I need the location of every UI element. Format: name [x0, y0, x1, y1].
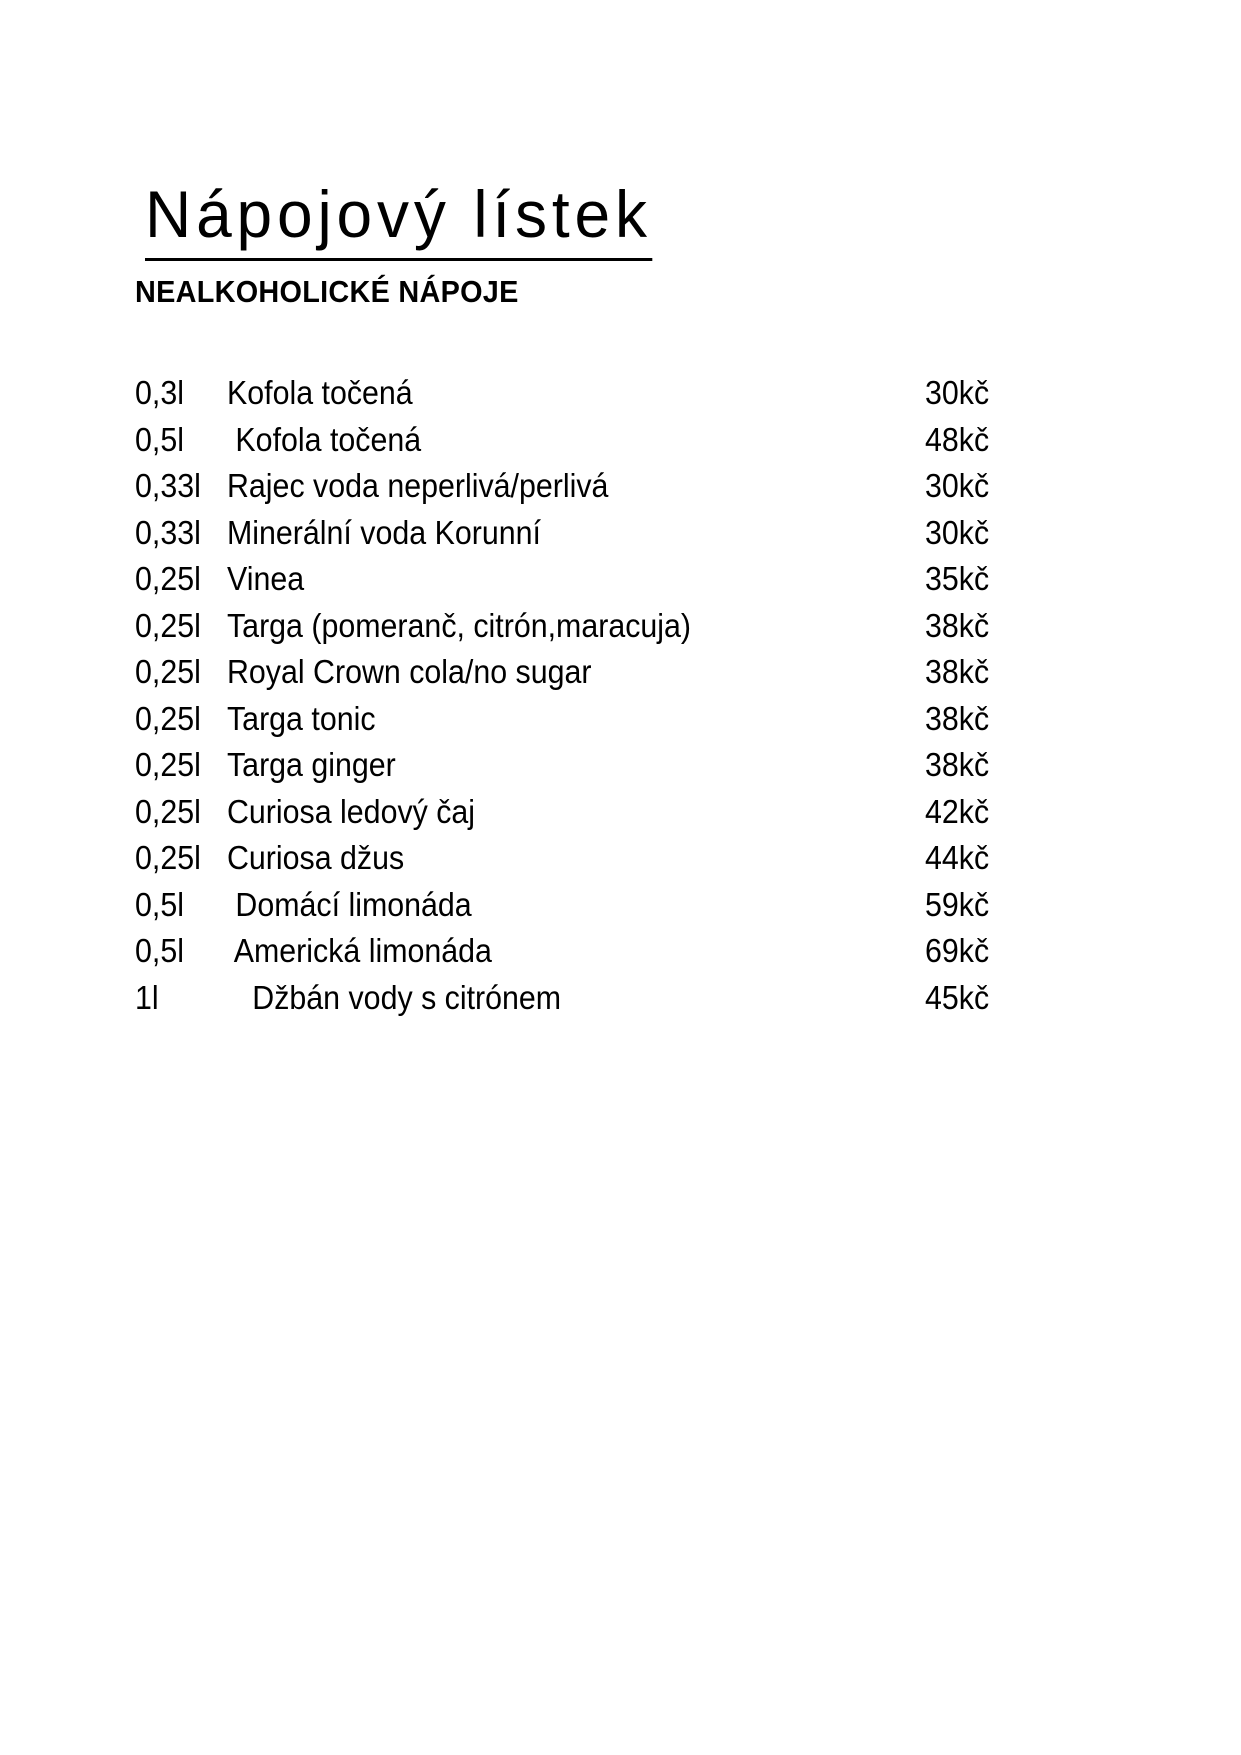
menu-item-row: [135, 603, 1045, 650]
menu-item-row: [135, 463, 1045, 510]
menu-item-row: [135, 556, 1045, 603]
menu-item-price: 38kč: [925, 606, 990, 644]
menu-item-volume: 0,25l: [135, 792, 201, 830]
menu-item-name: Rajec voda neperlivá/perlivá: [227, 467, 609, 504]
menu-item-price: 44kč: [925, 839, 990, 876]
menu-item-row: [135, 417, 1045, 464]
menu-item-name: Kofola točená: [227, 420, 422, 458]
menu-items-list: [135, 370, 1045, 1021]
menu-item-volume: 0,3l: [135, 374, 184, 411]
menu-item-volume: 0,5l: [135, 885, 184, 923]
menu-item-volume: 0,25l: [135, 560, 201, 597]
menu-item-price: 35kč: [925, 560, 990, 597]
menu-item-price: 59kč: [925, 885, 990, 923]
section-heading-nonalcoholic: NEALKOHOLICKÉ NÁPOJE: [135, 274, 519, 309]
menu-item-volume: 0,5l: [135, 932, 184, 969]
menu-item-row: [135, 789, 1045, 836]
menu-item-price: 38kč: [925, 699, 990, 737]
menu-item-volume: 0,25l: [135, 839, 201, 876]
menu-item-price: 48kč: [925, 420, 990, 458]
menu-item-name: Americká limonáda: [227, 932, 492, 969]
page-title: Nápojový lístek: [145, 172, 652, 261]
menu-item-row: [135, 882, 1045, 929]
menu-item-volume: 0,25l: [135, 606, 201, 644]
menu-item-volume: 0,25l: [135, 746, 201, 783]
menu-item-volume: 0,25l: [135, 699, 201, 737]
menu-item-name: Targa (pomeranč, citrón,maracuja): [227, 606, 692, 644]
menu-item-row: [135, 510, 1045, 557]
menu-item-name: Džbán vody s citrónem: [227, 978, 562, 1016]
menu-item-name: Targa ginger: [227, 746, 396, 783]
menu-item-name: Kofola točená: [227, 374, 413, 411]
menu-item-volume: 0,33l: [135, 513, 201, 551]
menu-item-price: 30kč: [925, 374, 990, 411]
menu-item-name: Curiosa džus: [227, 839, 405, 876]
menu-item-volume: 0,33l: [135, 467, 201, 504]
menu-item-name: Royal Crown cola/no sugar: [227, 653, 592, 690]
menu-item-price: 42kč: [925, 792, 990, 830]
menu-item-name: Domácí limonáda: [227, 885, 472, 923]
menu-item-row: [135, 975, 1045, 1022]
menu-item-row: [135, 696, 1045, 743]
menu-item-row: [135, 649, 1045, 696]
menu-item-price: 30kč: [925, 513, 990, 551]
menu-item-row: [135, 370, 1045, 417]
menu-item-row: [135, 742, 1045, 789]
menu-item-volume: 0,5l: [135, 420, 184, 458]
menu-item-name: Minerální voda Korunní: [227, 513, 541, 551]
menu-item-row: [135, 928, 1045, 975]
menu-item-price: 38kč: [925, 746, 990, 783]
menu-item-price: 45kč: [925, 978, 990, 1016]
menu-item-volume: 0,25l: [135, 653, 201, 690]
menu-item-row: [135, 835, 1045, 882]
menu-item-price: 69kč: [925, 932, 990, 969]
menu-item-name: Targa tonic: [227, 699, 376, 737]
menu-item-name: Vinea: [227, 560, 305, 597]
menu-item-name: Curiosa ledový čaj: [227, 792, 476, 830]
menu-item-price: 30kč: [925, 467, 990, 504]
menu-item-price: 38kč: [925, 653, 990, 690]
menu-item-volume: 1l: [135, 978, 159, 1016]
